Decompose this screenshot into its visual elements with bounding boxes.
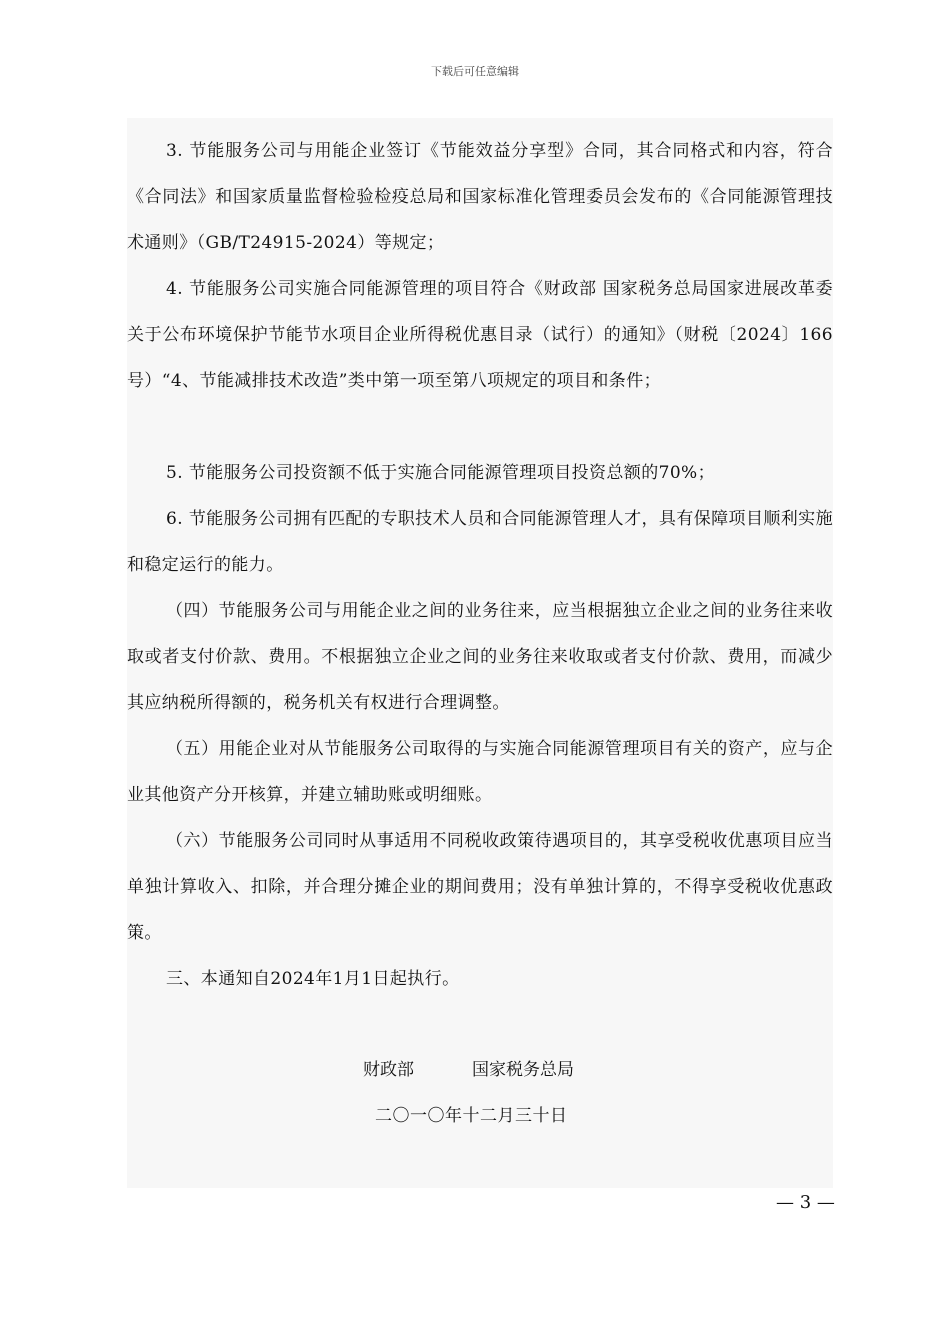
- signature-date: 二〇一〇年十二月三十日: [375, 1106, 568, 1126]
- document-body: [127, 118, 833, 1188]
- paragraph-item-4: 4. 节能服务公司实施合同能源管理的项目符合《财政部 国家税务总局国家进展改革委关于公布环境保护节能节水项目企业所得税优惠目录（试行）的通知》（财税〔2024〕166号）“4、节能减排技术改造”类中第一项至第八项规定的项目和条件；: [127, 279, 833, 391]
- paragraph-item-5: 5. 节能服务公司投资额不低于实施合同能源管理项目投资总额的70%；: [166, 463, 716, 483]
- page-header-watermark: 下载后可任意编辑: [431, 65, 519, 78]
- page-number: — 3 —: [776, 1192, 835, 1213]
- paragraph-section-4: （四）节能服务公司与用能企业之间的业务往来，应当根据独立企业之间的业务往来收取或者支付价款、费用。不根据独立企业之间的业务往来收取或者支付价款、费用，而减少其应纳税所得额的，税务机关有权进行合理调整。: [127, 601, 833, 713]
- paragraph-section-5: （五）用能企业对从节能服务公司取得的与实施合同能源管理项目有关的资产，应与企业其他资产分开核算，并建立辅助账或明细账。: [127, 739, 833, 805]
- signature-org-tax-bureau: 国家税务总局: [472, 1060, 574, 1080]
- paragraph-item-3: 3. 节能服务公司与用能企业签订《节能效益分享型》合同，其合同格式和内容，符合《合同法》和国家质量监督检验检疫总局和国家标准化管理委员会发布的《合同能源管理技术通则》（GB/T24915-2024）等规定；: [127, 141, 833, 253]
- paragraph-item-6: 6. 节能服务公司拥有匹配的专职技术人员和合同能源管理人才，具有保障项目顺利实施和稳定运行的能力。: [127, 509, 833, 575]
- paragraph-effective-date: 三、本通知自2024年1月1日起执行。: [166, 969, 460, 989]
- paragraph-section-6: （六）节能服务公司同时从事适用不同税收政策待遇项目的，其享受税收优惠项目应当单独计算收入、扣除，并合理分摊企业的期间费用；没有单独计算的，不得享受税收优惠政策。: [127, 831, 833, 943]
- signature-org-finance-ministry: 财政部: [363, 1060, 414, 1080]
